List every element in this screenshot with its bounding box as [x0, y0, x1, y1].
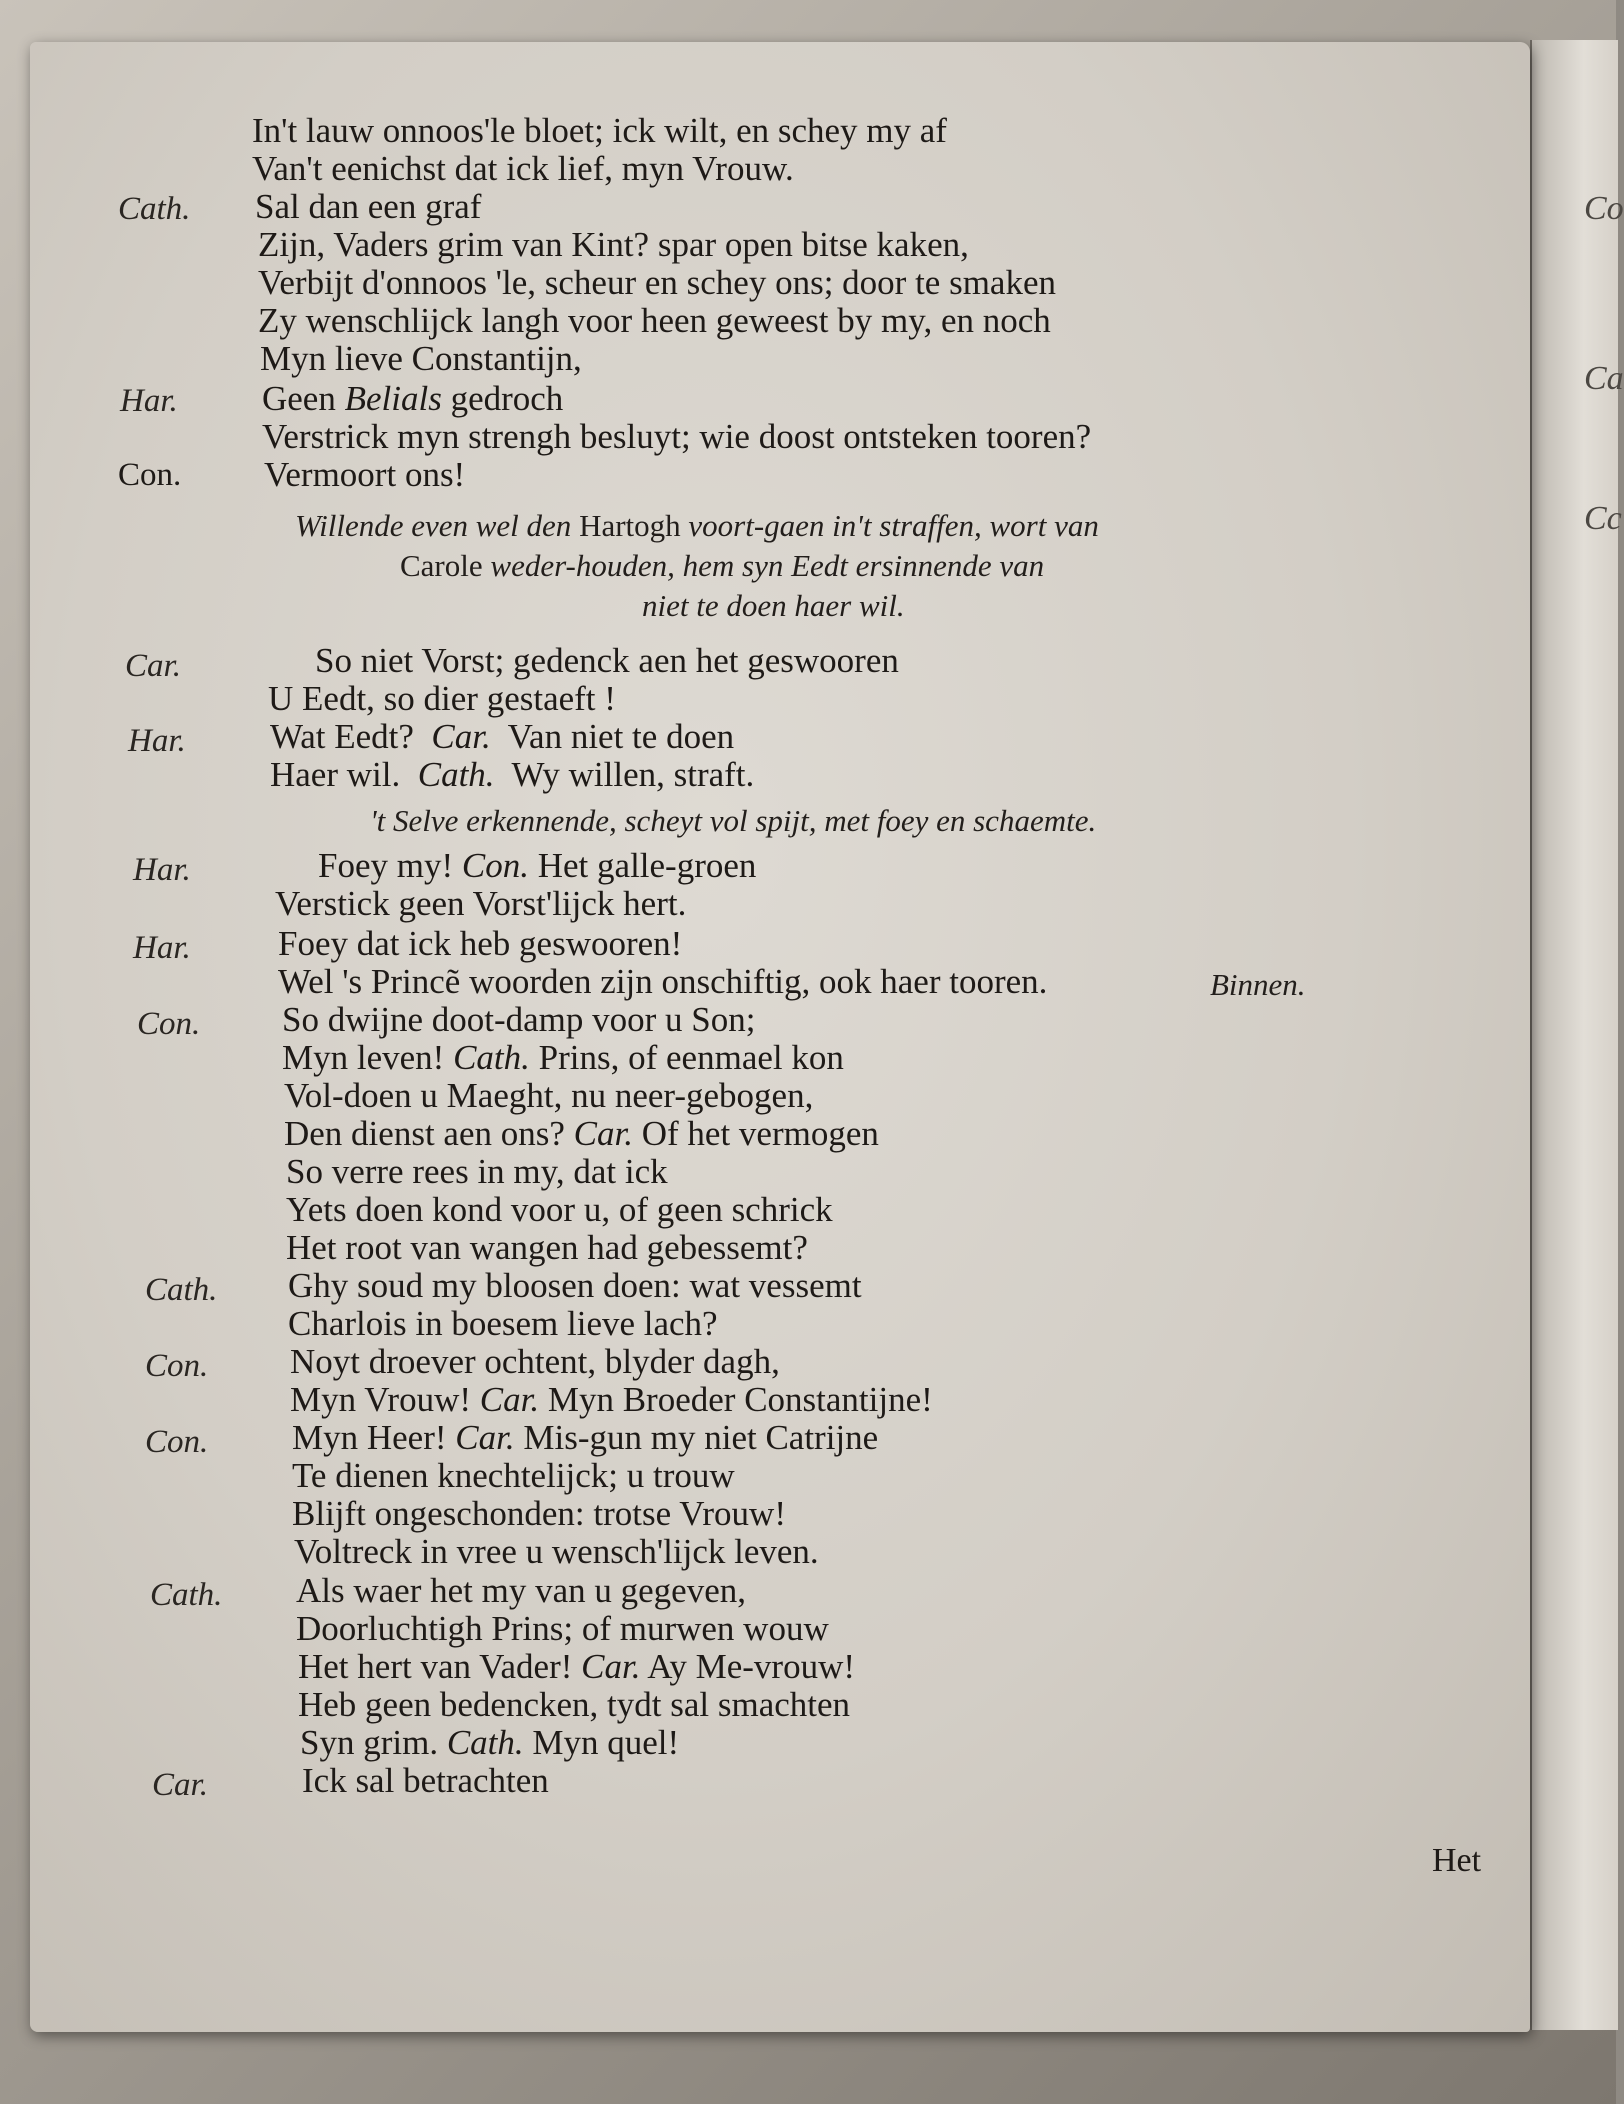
verse-line: Verbijt d'onnoos 'le, scheur en schey ons; door te smaken	[258, 263, 1056, 302]
verse-line: Het root van wangen had gebessemt?	[286, 1228, 808, 1267]
edge-fragment: Co	[1584, 190, 1624, 227]
verse-line: Als waer het my van u gegeven,	[296, 1571, 746, 1610]
verse-line: So dwijne doot-damp voor u Son;	[282, 1000, 756, 1039]
verse-line: Het hert van Vader! Car. Ay Me-vrouw!	[298, 1647, 856, 1686]
verse-line: Wel 's Princẽ woorden zijn onschiftig, ook haer tooren.	[278, 962, 1048, 1001]
speaker-label: Con.	[145, 1424, 209, 1460]
speaker-label: Har.	[133, 852, 191, 888]
verse-line: Charlois in boesem lieve lach?	[288, 1304, 718, 1343]
verse-line: Zijn, Vaders grim van Kint? spar open bitse kaken,	[258, 225, 969, 264]
verse-line: Foey my! Con. Het galle-groen	[318, 846, 757, 885]
verse-line: Ghy soud my bloosen doen: wat vessemt	[288, 1266, 862, 1305]
speaker-label: Har.	[128, 723, 186, 759]
speaker-label: Con.	[118, 457, 182, 493]
speaker-label: Har.	[133, 930, 191, 966]
verse-line: Myn Vrouw! Car. Myn Broeder Constantijne!	[290, 1380, 933, 1419]
verse-line: Myn Heer! Car. Mis-gun my niet Catrijne	[292, 1418, 879, 1457]
verse-line: Ick sal betrachten	[302, 1761, 549, 1800]
speaker-label: Cath.	[118, 191, 191, 227]
verse-line: Verstick geen Vorst'lijck hert.	[275, 884, 687, 923]
verse-line: Van't eenichst dat ick lief, myn Vrouw.	[252, 149, 794, 188]
stage-direction: Willende even wel den Hartogh voort-gaen in't straffen, wort van	[295, 508, 1099, 543]
speaker-label: Car.	[125, 648, 181, 684]
verse-line: Haer wil. Cath. Wy willen, straft.	[270, 755, 755, 794]
verse-line: So verre rees in my, dat ick	[286, 1152, 668, 1191]
verse-line: Sal dan een graf	[255, 187, 482, 226]
stage-direction: 't Selve erkennende, scheyt vol spijt, met foey en schaemte.	[370, 803, 1097, 838]
verse-line: Te dienen knechtelijck; u trouw	[292, 1456, 735, 1495]
verse-line: Zy wenschlijck langh voor heen geweest by my, en noch	[258, 301, 1051, 340]
verse-line: Noyt droever ochtent, blyder dagh,	[290, 1342, 780, 1381]
speaker-label: Car.	[152, 1767, 208, 1803]
verse-line: Heb geen bedencken, tydt sal smachten	[298, 1685, 851, 1724]
verse-line: In't lauw onnoos'le bloet; ick wilt, en schey my af	[252, 111, 947, 150]
speaker-label: Cath.	[145, 1272, 218, 1308]
verse-line: Doorluchtigh Prins; of murwen wouw	[296, 1609, 829, 1648]
verse-line: Voltreck in vree u wensch'lijck leven.	[294, 1532, 819, 1571]
stage-direction: niet te doen haer wil.	[642, 588, 905, 623]
catchword: Het	[1432, 1842, 1482, 1879]
next-page-edge	[1530, 40, 1624, 2030]
verse-line: Myn lieve Constantijn,	[260, 339, 582, 378]
edge-fragment: Ca	[1584, 360, 1624, 397]
verse-line: Myn leven! Cath. Prins, of eenmael kon	[282, 1038, 844, 1077]
speaker-label: Cath.	[150, 1577, 223, 1613]
verse-line: Syn grim. Cath. Myn quel!	[300, 1723, 680, 1762]
verse-line: Verstrick myn strengh besluyt; wie doost ontsteken tooren?	[262, 417, 1092, 456]
verse-line: Wat Eedt? Car. Van niet te doen	[270, 717, 735, 756]
verse-line: So niet Vorst; gedenck aen het geswooren	[315, 641, 899, 680]
exit-direction: Binnen.	[1210, 967, 1306, 1002]
stage-direction: Carole weder-houden, hem syn Eedt ersinnende van	[400, 548, 1045, 583]
speaker-label: Har.	[120, 383, 178, 419]
speaker-label: Con.	[137, 1006, 201, 1042]
verse-line: Vol-doen u Maeght, nu neer-gebogen,	[284, 1076, 814, 1115]
verse-line: Den dienst aen ons? Car. Of het vermogen	[284, 1114, 879, 1153]
verse-line: Yets doen kond voor u, of geen schrick	[286, 1190, 833, 1229]
verse-line: Vermoort ons!	[264, 455, 466, 494]
verse-line: U Eedt, so dier gestaeft !	[268, 679, 616, 718]
verse-line: Foey dat ick heb geswooren!	[278, 924, 683, 963]
verse-line: Geen Belials gedroch	[262, 379, 564, 418]
verse-line: Blijft ongeschonden: trotse Vrouw!	[292, 1494, 786, 1533]
speaker-label: Con.	[145, 1348, 209, 1384]
book-page	[30, 42, 1530, 2032]
edge-fragment: Cc	[1584, 500, 1622, 537]
